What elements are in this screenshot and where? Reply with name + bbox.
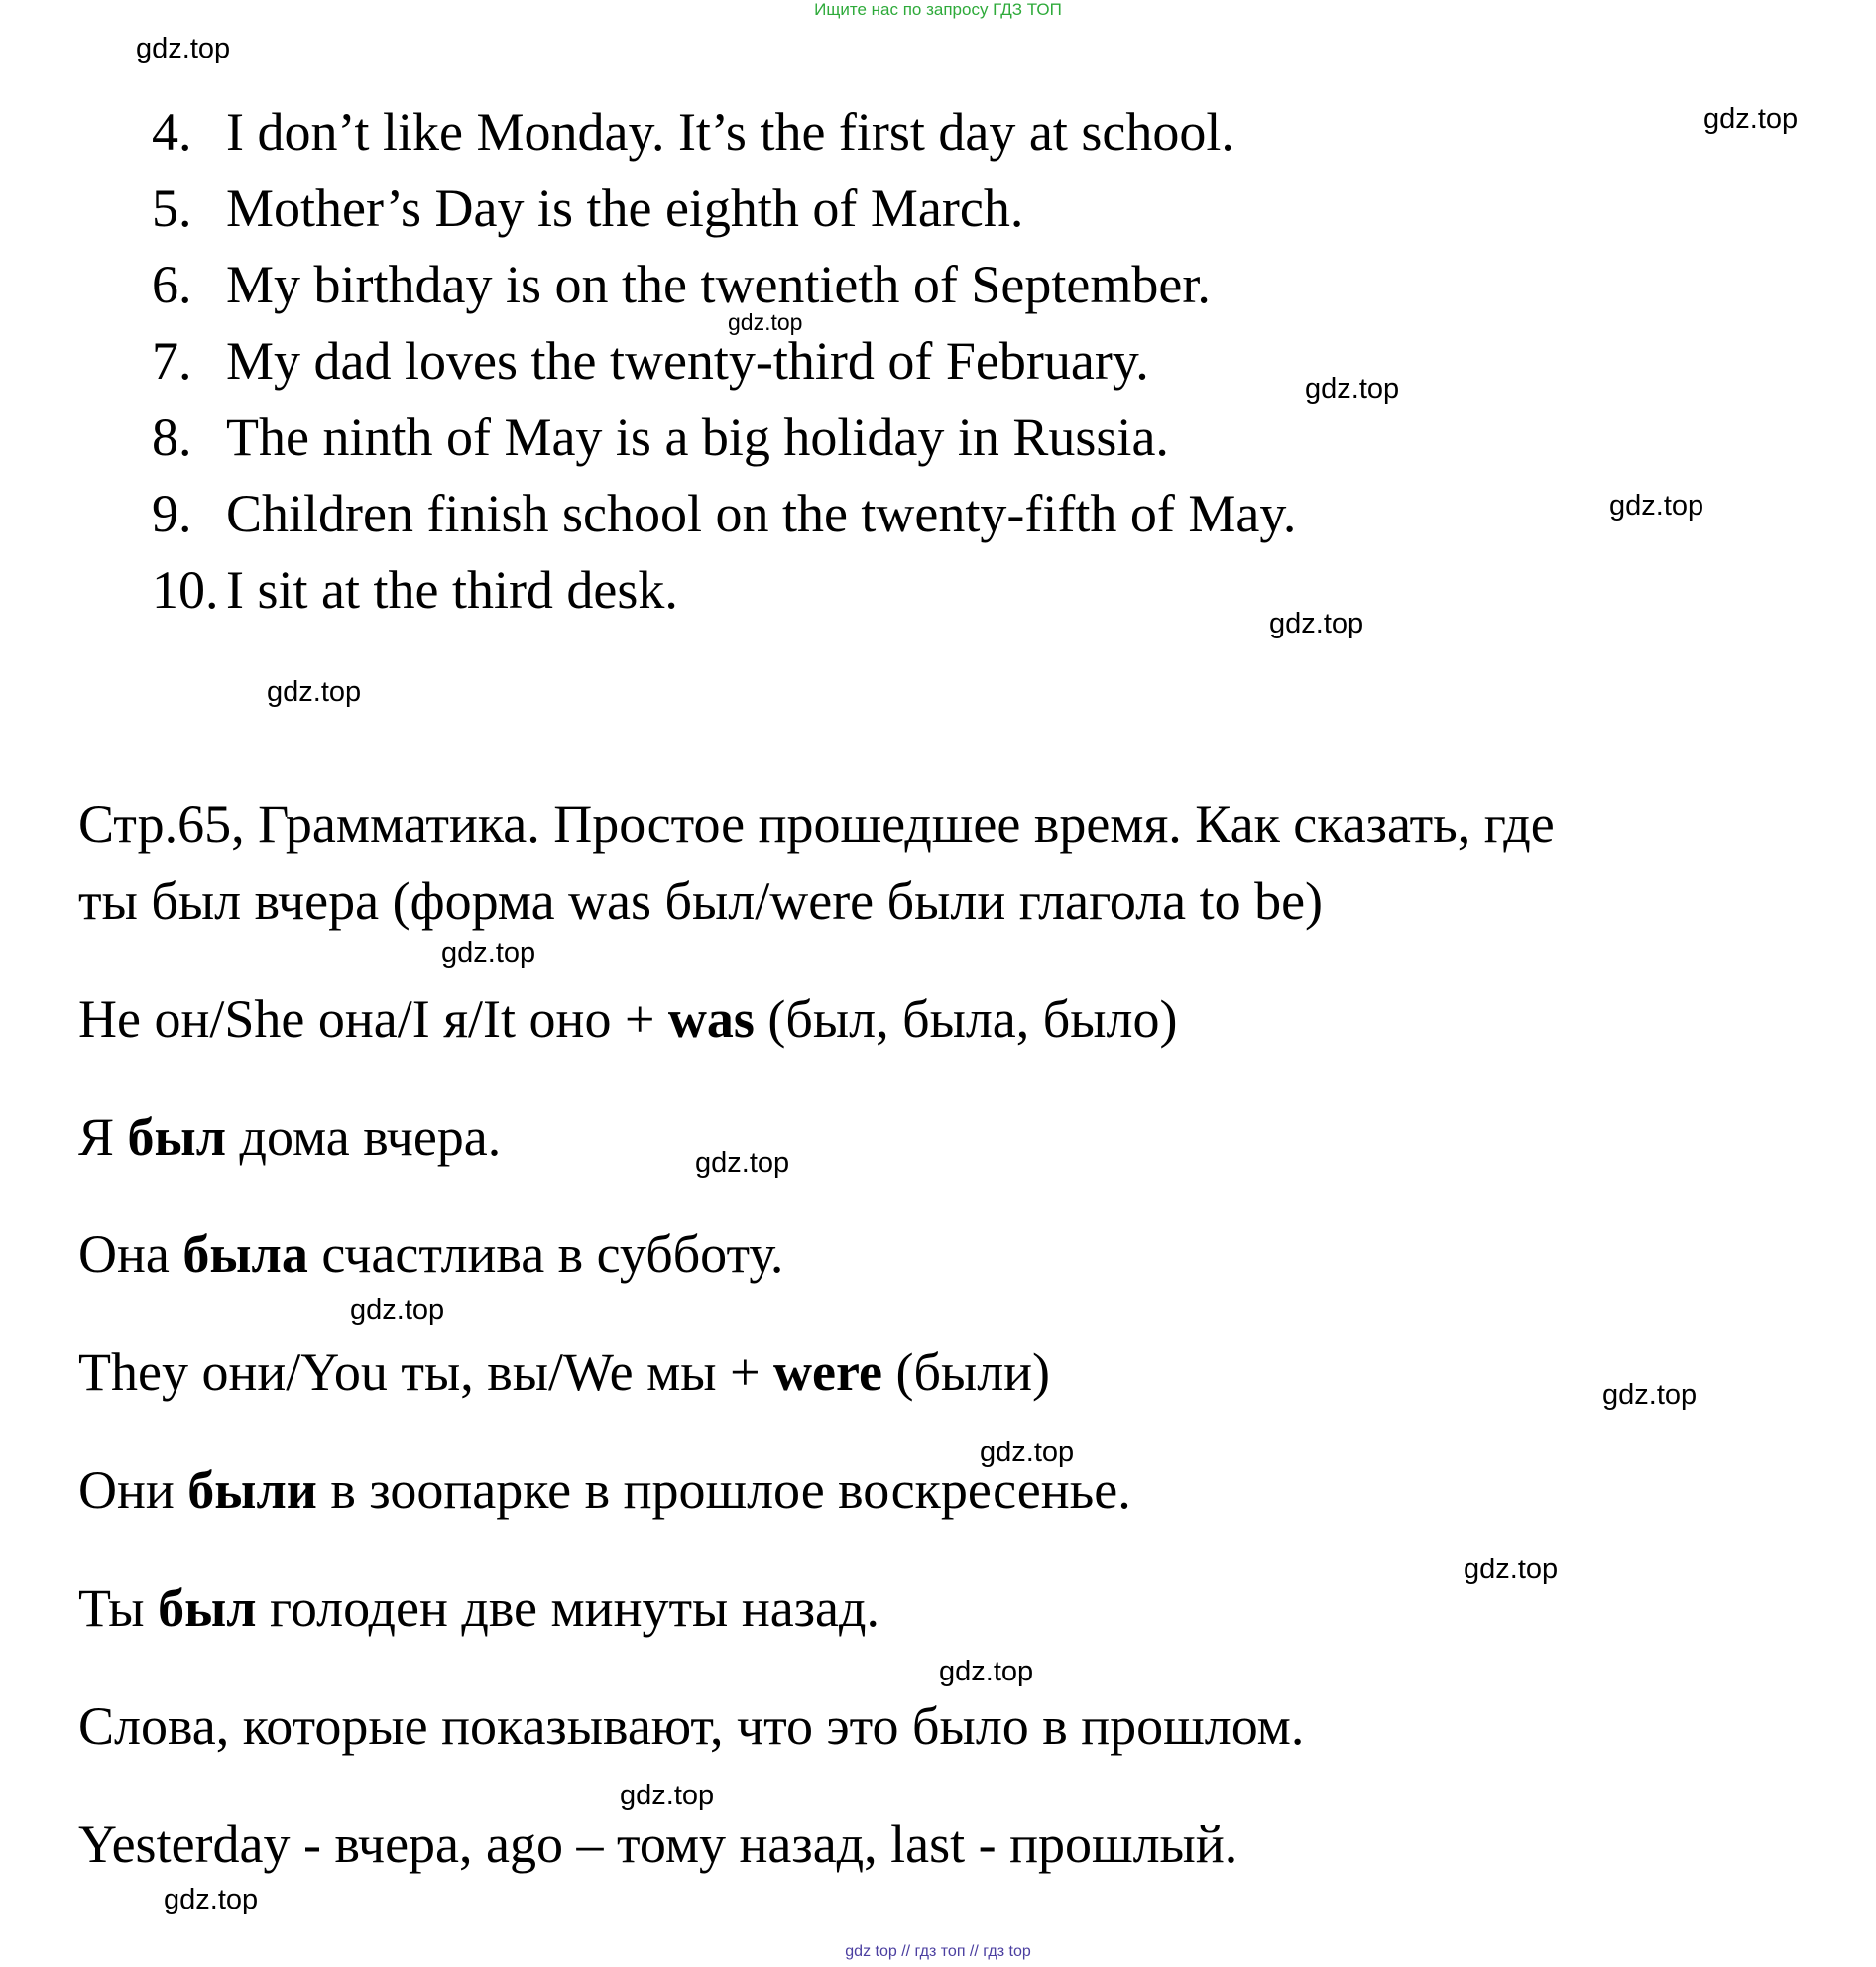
list-text: I don’t like Monday. It’s the first day at school. bbox=[226, 102, 1234, 162]
list-text: My birthday is on the twentieth of September. bbox=[226, 255, 1211, 314]
list-item bbox=[152, 407, 1169, 467]
list-text: I sit at the third desk. bbox=[226, 560, 678, 620]
example-sentence bbox=[78, 1578, 879, 1638]
top-banner: Ищите нас по запросу ГДЗ ТОП bbox=[814, 0, 1062, 19]
list-item bbox=[152, 331, 1149, 391]
example-part: Они bbox=[78, 1460, 188, 1520]
example-verb: был bbox=[127, 1107, 226, 1167]
list-text: Children finish school on the twenty-fifth of May. bbox=[226, 484, 1297, 543]
footer-watermark: gdz top // гдз топ // гдз top bbox=[845, 1943, 1031, 1960]
list-text: Mother’s Day is the eighth of March. bbox=[226, 178, 1024, 238]
watermark: gdz.top bbox=[267, 676, 362, 708]
list-item bbox=[152, 178, 1024, 238]
watermark: gdz.top bbox=[1602, 1379, 1698, 1411]
was-rule bbox=[78, 989, 1178, 1049]
list-item bbox=[152, 484, 1297, 543]
watermark: gdz.top bbox=[1609, 490, 1704, 521]
were-rule bbox=[78, 1342, 1051, 1402]
list-item bbox=[152, 102, 1234, 162]
example-verb: были bbox=[187, 1460, 317, 1520]
example-part: дома вчера. bbox=[226, 1107, 502, 1167]
example-part: Она bbox=[78, 1224, 183, 1284]
watermark: gdz.top bbox=[1305, 373, 1400, 405]
list-number: 9. bbox=[152, 484, 192, 543]
example-sentence bbox=[78, 1460, 1131, 1520]
list-number: 8. bbox=[152, 407, 192, 467]
watermark: gdz.top bbox=[1703, 103, 1799, 135]
was-rule-subjects: He он/She она/I я/It оно + bbox=[78, 989, 668, 1049]
list-number: 10. bbox=[152, 560, 219, 620]
list-number: 5. bbox=[152, 178, 192, 238]
example-sentence bbox=[78, 1224, 784, 1284]
were-rule-translation: (были) bbox=[881, 1342, 1051, 1402]
list-number: 7. bbox=[152, 331, 192, 391]
example-sentence bbox=[78, 1107, 502, 1167]
list-text: The ninth of May is a big holiday in Russia. bbox=[226, 407, 1169, 467]
were-rule-verb: were bbox=[773, 1342, 882, 1402]
example-part: в зоопарке в прошлое воскресенье. bbox=[316, 1460, 1131, 1520]
watermark: gdz.top bbox=[939, 1656, 1034, 1687]
were-rule-subjects: They они/You ты, вы/We мы + bbox=[78, 1342, 774, 1402]
example-part: голоден две минуты назад. bbox=[256, 1578, 879, 1638]
watermark: gdz.top bbox=[136, 33, 231, 64]
watermark: gdz.top bbox=[620, 1780, 715, 1811]
grammar-heading-line-2: ты был вчера (форма was был/were были глагола to be) bbox=[78, 871, 1324, 931]
example-verb: был bbox=[158, 1578, 257, 1638]
list-item bbox=[152, 560, 678, 620]
watermark: gdz.top bbox=[1269, 608, 1364, 639]
list-number: 6. bbox=[152, 255, 192, 314]
example-part: счастлива в субботу. bbox=[307, 1224, 784, 1284]
was-rule-verb: was bbox=[667, 989, 755, 1049]
watermark: gdz.top bbox=[728, 309, 803, 335]
watermark: gdz.top bbox=[441, 937, 536, 969]
watermark: gdz.top bbox=[1464, 1554, 1559, 1585]
watermark: gdz.top bbox=[350, 1294, 445, 1326]
example-part: Я bbox=[78, 1107, 128, 1167]
was-rule-translation: (был, была, было) bbox=[754, 989, 1178, 1049]
watermark: gdz.top bbox=[164, 1884, 259, 1915]
example-verb: была bbox=[182, 1224, 308, 1284]
past-words-list: Yesterday - вчера, ago – тому назад, last - прошлый. bbox=[78, 1814, 1238, 1874]
watermark: gdz.top bbox=[980, 1437, 1075, 1468]
list-text: My dad loves the twenty-third of February. bbox=[226, 331, 1149, 391]
list-number: 4. bbox=[152, 102, 192, 162]
grammar-heading-line-1: Стр.65, Грамматика. Простое прошедшее время. Как сказать, где bbox=[78, 794, 1555, 854]
watermark: gdz.top bbox=[695, 1147, 790, 1179]
past-words-title: Слова, которые показывают, что это было в прошлом. bbox=[78, 1696, 1305, 1756]
example-part: Ты bbox=[78, 1578, 159, 1638]
list-item bbox=[152, 255, 1211, 314]
